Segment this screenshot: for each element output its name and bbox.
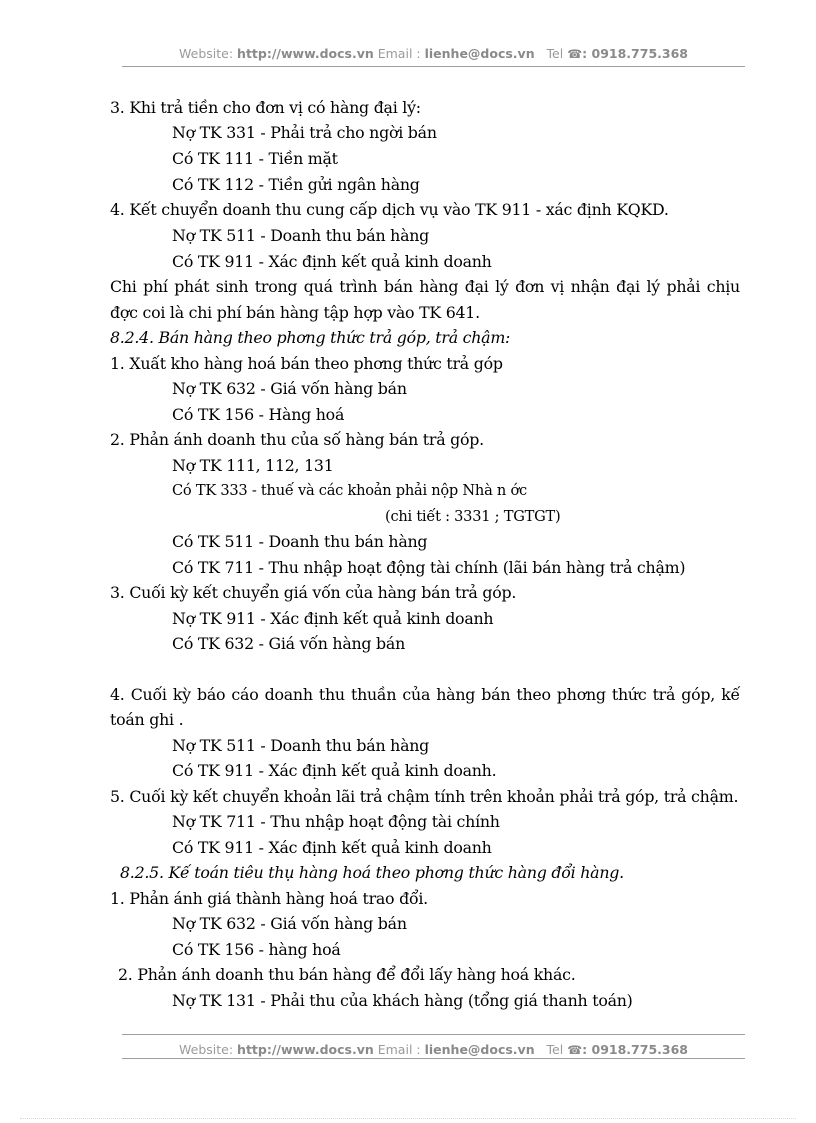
website-link[interactable]: http://www.docs.vn [237, 46, 374, 61]
email-label: Email : [377, 1042, 421, 1057]
item-2-heading: 2. Phản ánh doanh thu của số hàng bán trả góp. [110, 430, 484, 449]
item-3-heading: 3. Khi trả tiền cho đơn vị có hàng đại lý: [110, 98, 421, 117]
paragraph-line: Chi phí phát sinh trong quá trình bán hàng đại lý đơn vị nhận đại lý phải chịu [110, 277, 740, 296]
footer-top-rule [122, 1034, 745, 1035]
phone-number: : 0918.775.368 [582, 46, 688, 61]
item-4-heading: 4. Kết chuyển doanh thu cung cấp dịch vụ vào TK 911 - xác định KQKD. [110, 200, 669, 219]
section-heading-8-2-4: 8.2.4. Bán hàng theo phơng thức trả góp, trả chậm: [110, 328, 511, 347]
entry-line: Có TK 711 - Thu nhập hoạt động tài chính (lãi bán hàng trả chậm) [172, 558, 686, 577]
email-link[interactable]: lienhe@docs.vn [424, 1042, 535, 1057]
entry-line: Nợ TK 331 - Phải trả cho ngời bán [172, 123, 437, 142]
entry-detail: (chi tiết : 3331 ; TGTGT) [385, 508, 561, 525]
website-label: Website: [179, 1042, 234, 1057]
entry-line: Có TK 632 - Giá vốn hàng bán [172, 634, 406, 653]
phone-number: : 0918.775.368 [582, 1042, 688, 1057]
entry-line: Nợ TK 632 - Giá vốn hàng bán [172, 914, 407, 933]
tel-label: Tel [546, 46, 564, 61]
website-link[interactable]: http://www.docs.vn [237, 1042, 374, 1057]
tel-label: Tel [546, 1042, 564, 1057]
item-2-heading: 2. Phản ánh doanh thu bán hàng để đổi lấy hàng hoá khác. [118, 965, 576, 984]
entry-line: Có TK 112 - Tiền gửi ngân hàng [172, 175, 420, 194]
item-1-heading: 1. Phản ánh giá thành hàng hoá trao đổi. [110, 889, 428, 908]
entry-line: Nợ TK 131 - Phải thu của khách hàng (tổng giá thanh toán) [172, 991, 633, 1010]
entry-line: Nợ TK 911 - Xác định kết quả kinh doanh [172, 609, 494, 628]
email-link[interactable]: lienhe@docs.vn [424, 46, 535, 61]
entry-line: Có TK 156 - hàng hoá [172, 940, 341, 959]
page-footer [122, 1042, 745, 1057]
email-label: Email : [377, 46, 421, 61]
entry-line: Nợ TK 632 - Giá vốn hàng bán [172, 379, 407, 398]
header-rule [122, 66, 745, 67]
entry-line: Có TK 333 - thuế và các khoản phải nộp Nhà n ớc [172, 482, 527, 499]
paragraph-line: toán ghi . [110, 710, 184, 729]
footer-bottom-rule [122, 1058, 745, 1059]
entry-line: Có TK 111 - Tiền mặt [172, 149, 338, 168]
entry-line: Có TK 911 - Xác định kết quả kinh doanh. [172, 761, 497, 780]
paragraph-line: 4. Cuối kỳ báo cáo doanh thu thuần của hàng bán theo phơng thức trả góp, kế [110, 685, 740, 704]
entry-line: Nợ TK 711 - Thu nhập hoạt động tài chính [172, 812, 500, 831]
section-heading-8-2-5: 8.2.5. Kế toán tiêu thụ hàng hoá theo phơng thức hàng đổi hàng. [120, 863, 624, 882]
entry-line: Có TK 511 - Doanh thu bán hàng [172, 532, 428, 551]
entry-line: Nợ TK 511 - Doanh thu bán hàng [172, 736, 430, 755]
page-header [122, 46, 745, 61]
entry-line: Có TK 911 - Xác định kết quả kinh doanh [172, 252, 492, 271]
entry-line: Nợ TK 511 - Doanh thu bán hàng [172, 226, 430, 245]
entry-line: Có TK 911 - Xác định kết quả kinh doanh [172, 838, 492, 857]
telephone-icon: ☎ [567, 1043, 583, 1057]
item-5-heading: 5. Cuối kỳ kết chuyển khoản lãi trả chậm tính trên khoản phải trả góp, trả chậm. [110, 787, 739, 806]
item-3-heading: 3. Cuối kỳ kết chuyển giá vốn của hàng bán trả góp. [110, 583, 517, 602]
website-label: Website: [179, 46, 234, 61]
entry-line: Có TK 156 - Hàng hoá [172, 405, 345, 424]
entry-line: Nợ TK 111, 112, 131 [172, 456, 334, 475]
item-1-heading: 1. Xuất kho hàng hoá bán theo phơng thức trả góp [110, 354, 503, 373]
telephone-icon: ☎ [567, 47, 583, 61]
page-edge-divider [20, 1118, 796, 1119]
paragraph-line: đợc coi là chi phí bán hàng tập hợp vào TK 641. [110, 303, 480, 322]
